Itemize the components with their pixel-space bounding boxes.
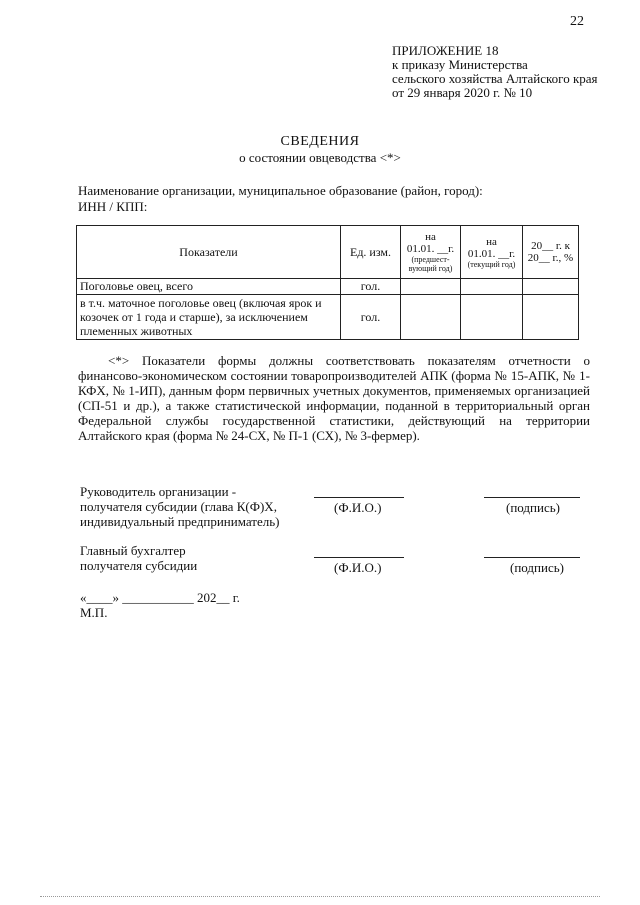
stamp-label: М.П. — [80, 605, 108, 620]
header-ratio-line1: 20__ г. к — [531, 240, 570, 252]
header-unit: Ед. изм. — [341, 226, 401, 279]
document-subtitle: о состоянии овцеводства <*> — [239, 150, 401, 165]
head-sign-caption: (подпись) — [506, 500, 560, 515]
accountant-signature-label — [80, 543, 197, 573]
header-prev-year — [401, 226, 461, 279]
appendix-line: от 29 января 2020 г. № 10 — [392, 85, 533, 100]
table-row — [77, 295, 579, 340]
date-line: «____» ___________ 202__ г. — [80, 590, 240, 605]
appendix-line: ПРИЛОЖЕНИЕ 18 — [392, 43, 499, 58]
head-label-line: получателя субсидии (глава К(Ф)Х, — [80, 499, 277, 514]
accountant-sign-caption: (подпись) — [510, 560, 564, 575]
head-label-line: индивидуальный предприниматель) — [80, 514, 280, 529]
row-indicator: Поголовье овец, всего — [77, 279, 341, 295]
row-indicator: в т.ч. маточное поголовье овец (включая ярок и козочек от 1 года и старше), за исключением племенных животных — [77, 295, 341, 340]
header-indicators: Показатели — [77, 226, 341, 279]
accountant-label-line: получателя субсидии — [80, 558, 198, 573]
header-prev-top: на — [425, 231, 436, 243]
header-curr-top: на — [486, 235, 497, 248]
row-ratio-value — [523, 279, 579, 295]
head-label-line: Руководитель организации - — [80, 484, 237, 499]
footnote-text: <*> Показатели формы должны соответствовать показателям отчетности о финансово-экономическом состоянии товаропроизводителей АПК (форма № 15-АПК, № 1-КФХ, № 1-ИП), данным форм первичных учетных документов, применяемых организацией (СП-51 и др.), а также статистической информации, поданной в территориальный орган Федеральной службы государственной статистики, действующий на территории Алтайского края (форма № 24-СХ, № П-1 (СХ), № 3-фермер). — [78, 353, 590, 443]
row-prev-value — [401, 279, 461, 295]
accountant-sign-line — [484, 557, 580, 558]
appendix-line: к приказу Министерства — [392, 57, 528, 72]
head-fio-caption: (Ф.И.О.) — [334, 500, 382, 515]
row-prev-value — [401, 295, 461, 340]
header-curr-year — [461, 226, 523, 279]
row-ratio-value — [523, 295, 579, 340]
header-ratio-line2: 20__ г., % — [527, 252, 574, 264]
header-curr-date: 01.01. __г. — [467, 247, 516, 260]
header-curr-note: (текущий год) — [467, 259, 516, 269]
table-row — [77, 279, 579, 295]
row-unit: гол. — [341, 279, 401, 295]
footnote — [78, 353, 590, 443]
head-signature-label — [80, 484, 280, 529]
head-fio-line — [314, 497, 404, 498]
accountant-label-line: Главный бухгалтер — [80, 543, 186, 558]
inn-label: ИНН / КПП: — [78, 199, 148, 214]
head-sign-line — [484, 497, 580, 498]
appendix-line: сельского хозяйства Алтайского края — [392, 71, 598, 86]
org-info — [78, 183, 483, 215]
page-number: 22 — [570, 14, 584, 29]
header-ratio — [523, 226, 579, 279]
scan-artifact-divider — [40, 896, 600, 901]
document-title: СВЕДЕНИЯ — [280, 134, 360, 149]
accountant-fio-line — [314, 557, 404, 558]
accountant-fio-caption: (Ф.И.О.) — [334, 560, 382, 575]
row-curr-value — [461, 279, 523, 295]
row-unit: гол. — [341, 295, 401, 340]
appendix-block — [392, 44, 598, 100]
data-table — [76, 225, 579, 340]
table-header-row — [77, 226, 579, 279]
header-prev-date: 01.01. __г. — [406, 243, 455, 255]
org-name-label: Наименование организации, муниципальное образование (район, город): — [78, 183, 483, 198]
header-prev-note: (предшест-вующий год) — [408, 255, 453, 273]
row-curr-value — [461, 295, 523, 340]
